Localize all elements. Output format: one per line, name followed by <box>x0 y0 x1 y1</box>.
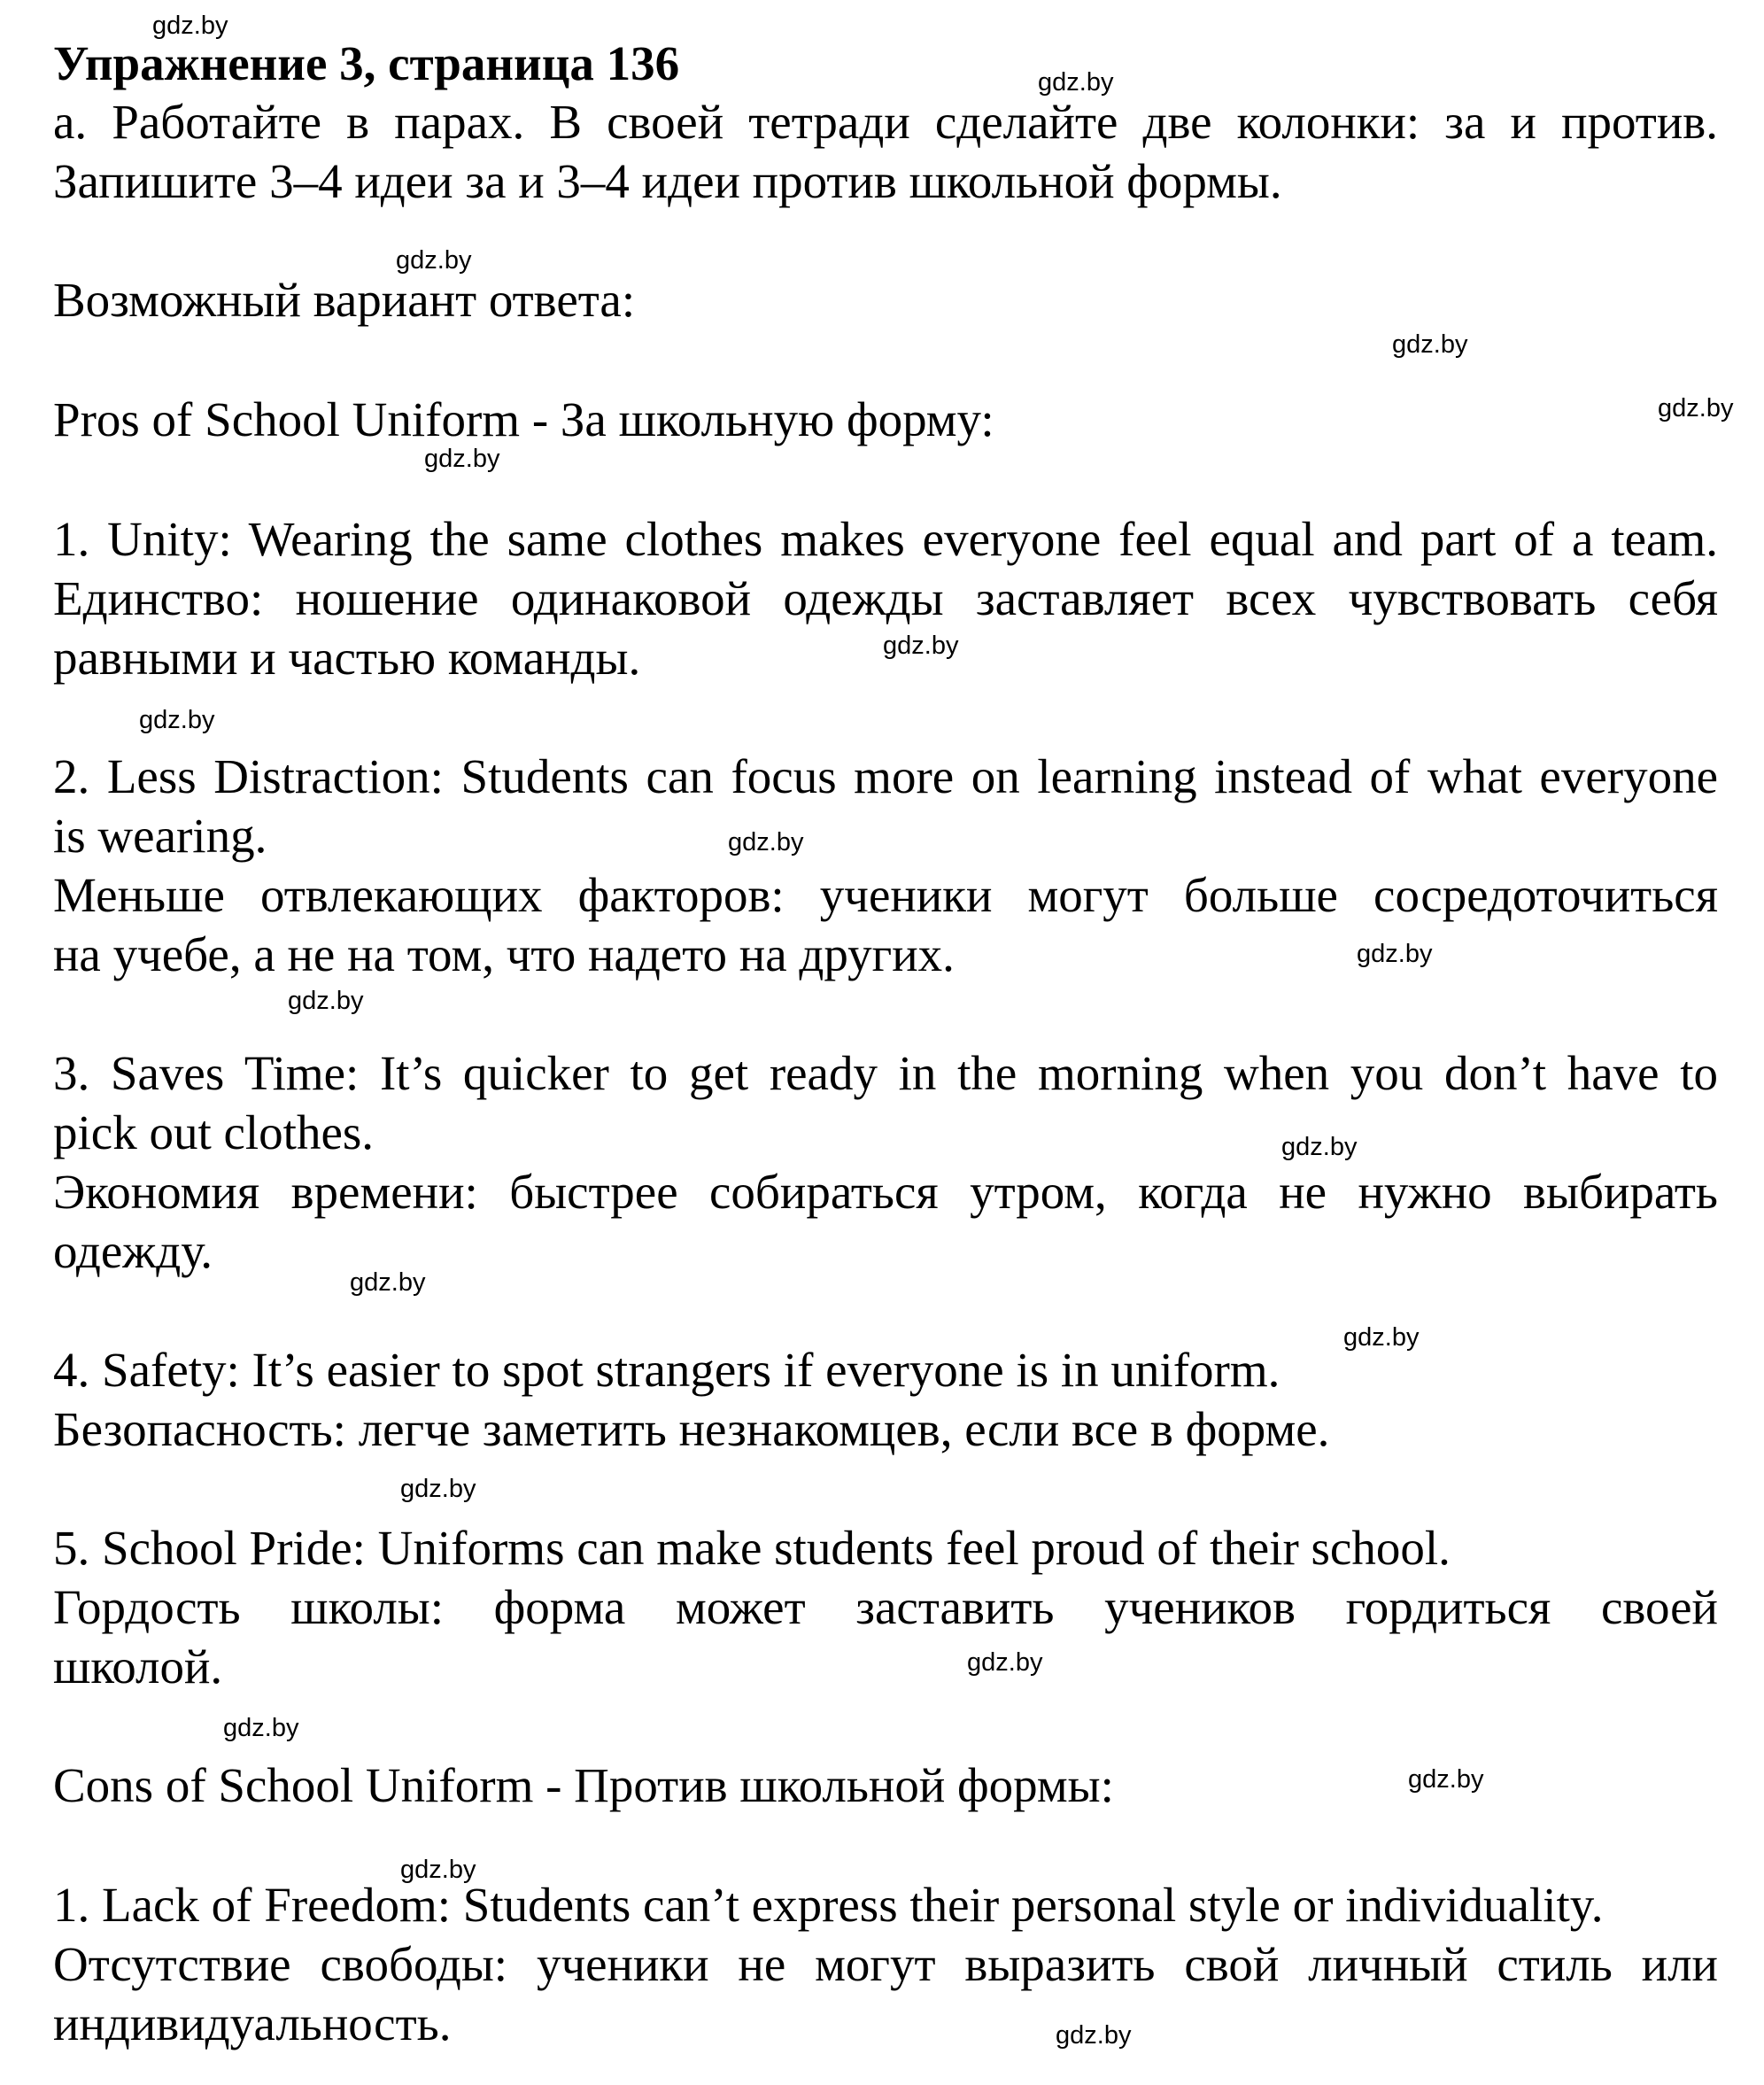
pros-item-1-ru-line-2: равными и частью команды. <box>53 631 641 685</box>
watermark: gdz.by <box>400 1856 476 1884</box>
watermark: gdz.by <box>400 1475 476 1503</box>
pros-item-2-en-line-2: is wearing. <box>53 809 267 863</box>
cons-item-1-ru-line-1: Отсутствие свободы: ученики не могут выразить свой личный стиль или <box>53 1937 1718 1991</box>
pros-item-4-ru: Безопасность: легче заметить незнакомцев, если все в форме. <box>53 1402 1330 1456</box>
pros-item-5-ru-line-1: Гордость школы: форма может заставить учеников гордиться своей <box>53 1580 1718 1634</box>
watermark: gdz.by <box>288 987 364 1015</box>
watermark: gdz.by <box>1056 2021 1132 2050</box>
watermark: gdz.by <box>223 1714 299 1742</box>
cons-heading: Cons of School Uniform - Против школьной формы: <box>53 1758 1114 1812</box>
watermark: gdz.by <box>350 1268 426 1297</box>
pros-heading: Pros of School Uniform - За школьную форму: <box>53 392 994 446</box>
pros-item-4-en: 4. Safety: It’s easier to spot strangers if everyone is in uniform. <box>53 1343 1280 1397</box>
pros-item-5-en: 5. School Pride: Uniforms can make students feel proud of their school. <box>53 1521 1451 1575</box>
task-line-1: a. Работайте в парах. В своей тетради сделайте две колонки: за и против. <box>53 95 1718 149</box>
pros-item-3-ru-line-2: одежду. <box>53 1224 213 1278</box>
watermark: gdz.by <box>728 828 804 856</box>
watermark: gdz.by <box>1658 394 1734 422</box>
watermark: gdz.by <box>152 12 228 40</box>
watermark: gdz.by <box>883 632 959 660</box>
watermark: gdz.by <box>967 1648 1043 1677</box>
watermark: gdz.by <box>1408 1765 1484 1794</box>
watermark: gdz.by <box>396 246 472 275</box>
task-line-2: Запишите 3–4 идеи за и 3–4 идеи против школьной формы. <box>53 154 1282 208</box>
watermark: gdz.by <box>1038 68 1114 97</box>
pros-item-2-en-line-1: 2. Less Distraction: Students can focus more on learning instead of what everyone <box>53 749 1718 803</box>
pros-item-3-ru-line-1: Экономия времени: быстрее собираться утром, когда не нужно выбирать <box>53 1165 1718 1219</box>
watermark: gdz.by <box>1392 330 1468 359</box>
cons-item-1-en: 1. Lack of Freedom: Students can’t express their personal style or individuality. <box>53 1878 1604 1932</box>
pros-item-3-en-line-1: 3. Saves Time: It’s quicker to get ready in the morning when you don’t have to <box>53 1046 1718 1100</box>
watermark: gdz.by <box>1281 1133 1358 1161</box>
answer-label: Возможный вариант ответа: <box>53 273 636 327</box>
watermark: gdz.by <box>1357 940 1433 968</box>
pros-item-5-ru-line-2: школой. <box>53 1639 223 1694</box>
watermark: gdz.by <box>1343 1323 1420 1352</box>
pros-item-2-ru-line-2: на учебе, а не на том, что надето на других. <box>53 927 955 981</box>
pros-item-3-en-line-2: pick out clothes. <box>53 1105 375 1159</box>
pros-item-1-en: 1. Unity: Wearing the same clothes makes everyone feel equal and part of a team. <box>53 512 1718 566</box>
watermark: gdz.by <box>424 445 500 473</box>
watermark: gdz.by <box>139 706 215 734</box>
exercise-title: Упражнение 3, страница 136 <box>53 36 680 90</box>
cons-item-1-ru-line-2: индивидуальность. <box>53 1996 452 2050</box>
pros-item-1-ru-line-1: Единство: ношение одинаковой одежды заставляет всех чувствовать себя <box>53 571 1718 625</box>
pros-item-2-ru-line-1: Меньше отвлекающих факторов: ученики могут больше сосредоточиться <box>53 868 1718 922</box>
